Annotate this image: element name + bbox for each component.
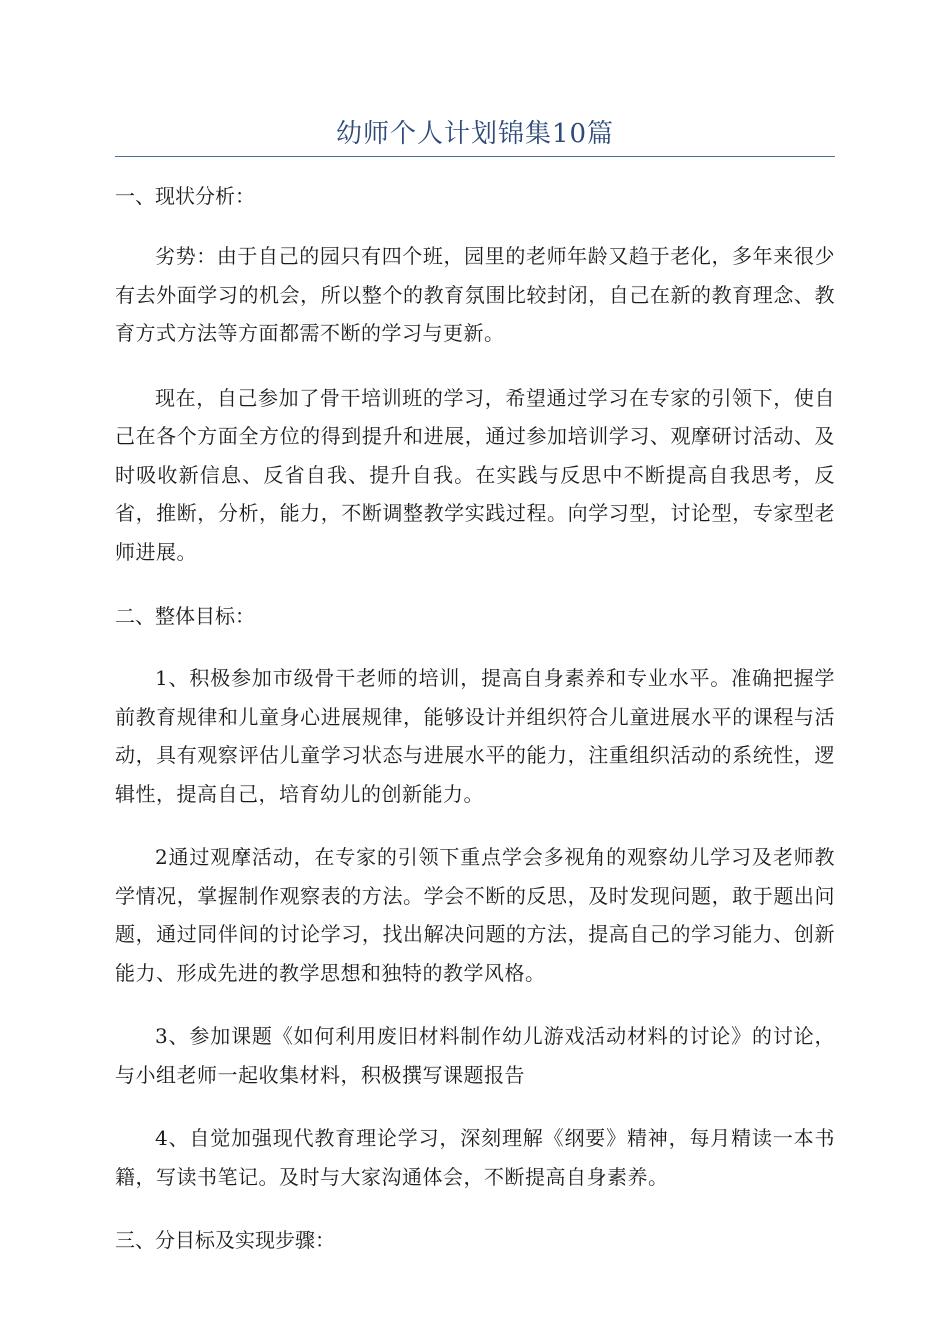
paragraph: 劣势：由于自己的园只有四个班，园里的老师年龄又趋于老化，多年来很少有去外面学习的机会，所以整个的教育氛围比较封闭，自己在新的教育理念、教育方式方法等方面都需不断的学习与更新。 <box>115 244 835 345</box>
section-heading: 一、现状分析： <box>115 184 255 208</box>
title-underline <box>115 156 835 157</box>
section-heading: 二、整体目标： <box>115 604 255 628</box>
paragraph: 3、参加课题《如何利用废旧材料制作幼儿游戏活动材料的讨论》的讨论，与小组老师一起收集材料，积极撰写课题报告 <box>115 1024 835 1087</box>
document-title: 幼师个人计划锦集10篇 <box>335 119 615 149</box>
document-page <box>115 0 835 1259</box>
paragraph: 2通过观摩活动，在专家的引领下重点学会多视角的观察幼儿学习及老师教学情况，掌握制作观察表的方法。学会不断的反思，及时发现问题，敢于题出问题，通过同伴间的讨论学习，找出解决问题的方法，提高自己的学习能力、创新能力、形成先进的教学思想和独特的教学风格。 <box>115 845 835 985</box>
paragraph: 1、积极参加市级骨干老师的培训，提高自身素养和专业水平。准确把握学前教育规律和儿童身心进展规律，能够设计并组织符合儿童进展水平的课程与活动，具有观察评估儿童学习状态与进展水平的能力，注重组织活动的系统性，逻辑性，提高自己，培育幼儿的创新能力。 <box>115 666 835 806</box>
paragraph: 4、自觉加强现代教育理论学习，深刻理解《纲要》精神，每月精读一本书籍，写读书笔记。及时与大家沟通体会，不断提高自身素养。 <box>115 1126 835 1189</box>
section-heading: 三、分目标及实现步骤： <box>115 1228 335 1252</box>
paragraph: 现在，自己参加了骨干培训班的学习，希望通过学习在专家的引领下，使自己在各个方面全方位的得到提升和进展，通过参加培训学习、观摩研讨活动、及时吸收新信息、反省自我、提升自我。在实践与反思中不断提高自我思考，反省，推断，分析，能力，不断调整教学实践过程。向学习型，讨论型，专家型老师进展。 <box>115 385 835 564</box>
